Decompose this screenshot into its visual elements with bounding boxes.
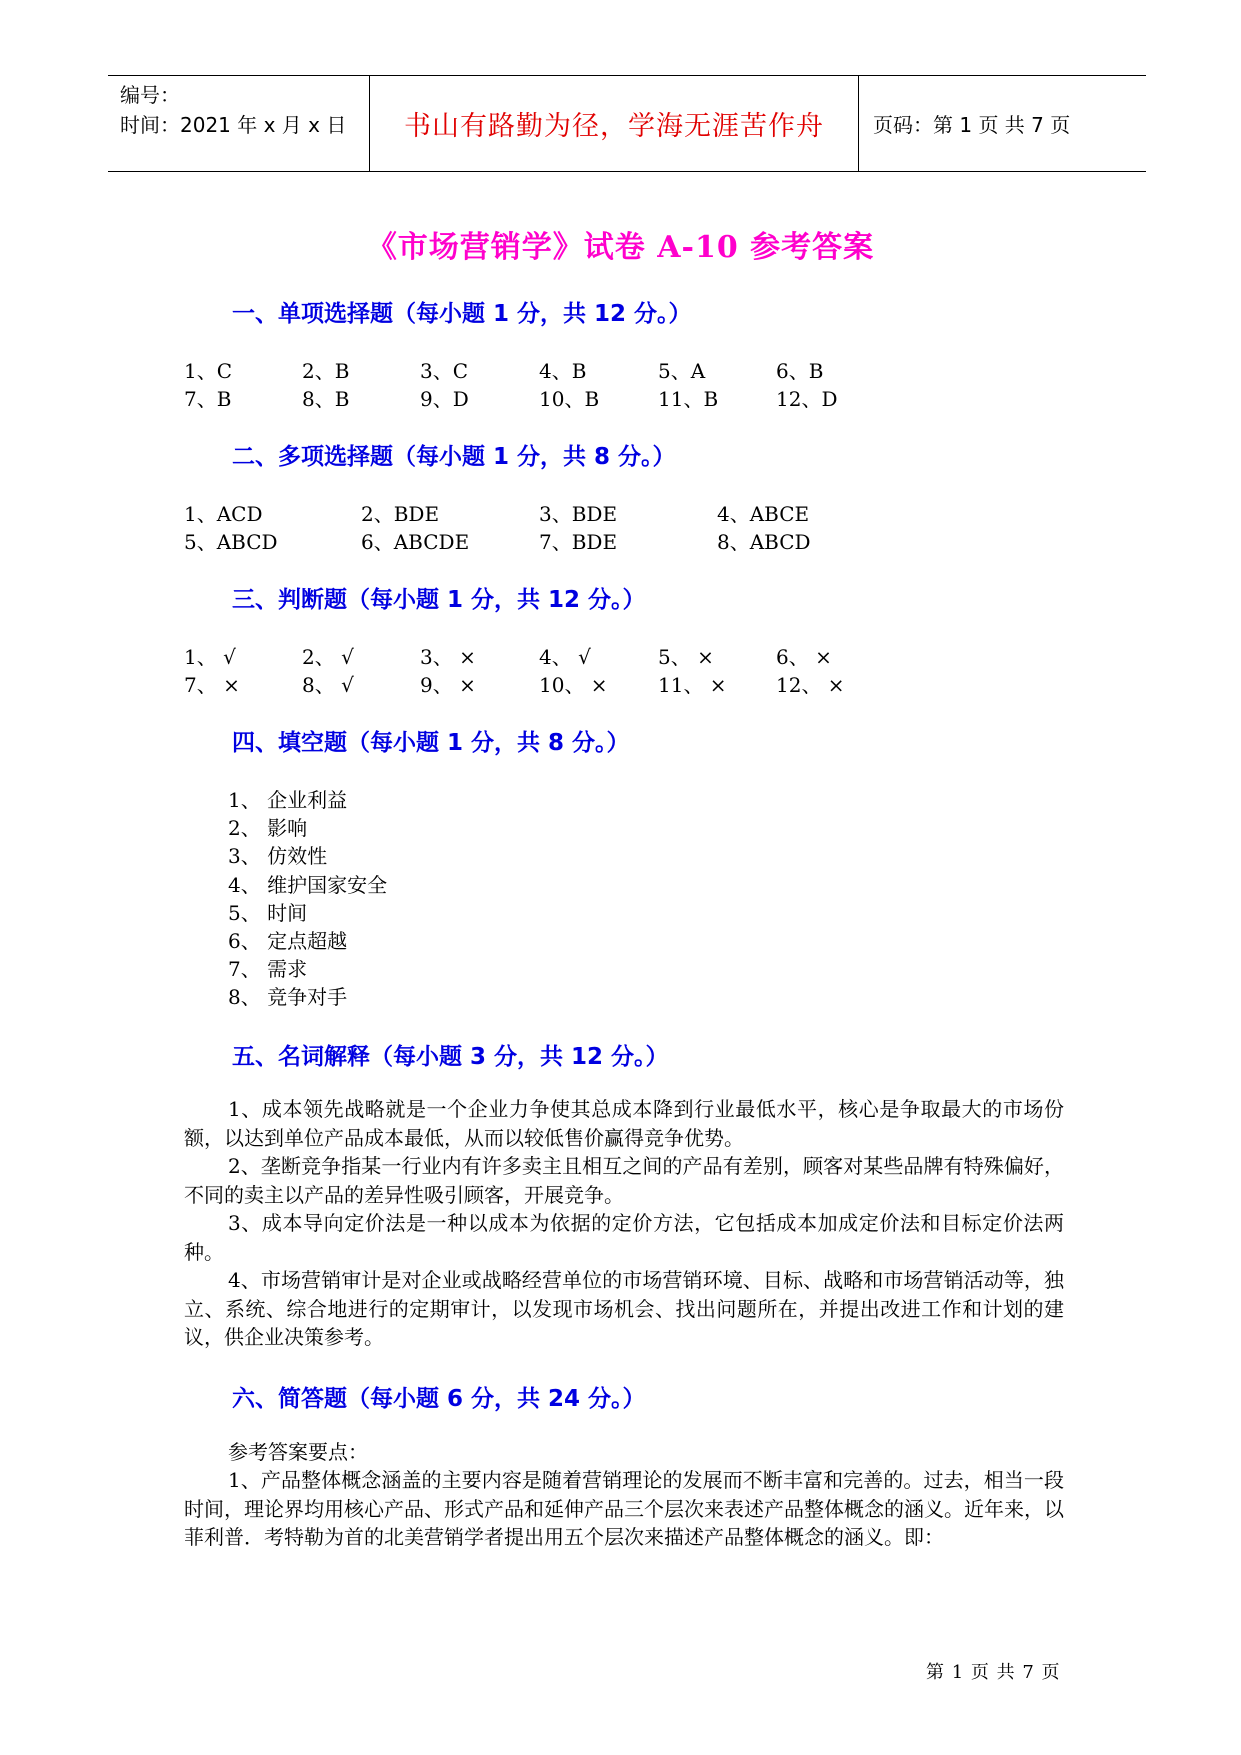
answer-cell: 1、 √: [184, 645, 236, 669]
answer-cell: 10、 ×: [539, 673, 608, 697]
list-item: 6、 定点超越: [228, 929, 348, 953]
answer-row: [0, 383, 1241, 411]
answer-cell: 7、BDE: [539, 530, 618, 554]
section-title-true-false: 三、判断题（每小题 1 分，共 12 分。）: [232, 587, 646, 613]
answer-cell: 8、ABCD: [717, 530, 811, 554]
document-title: 《市场营销学》试卷 A-10 参考答案: [366, 230, 875, 265]
answer-cell: 1、ACD: [184, 502, 263, 526]
answer-cell: 5、ABCD: [184, 530, 278, 554]
answer-cell: 7、 ×: [184, 673, 240, 697]
section-title-multiple-choice: 二、多项选择题（每小题 1 分，共 8 分。）: [232, 444, 676, 470]
list-item: 8、 竞争对手: [228, 985, 348, 1009]
list-item: 5、 时间: [228, 901, 308, 925]
header-motto-cell: [370, 76, 859, 171]
section-title-terms: 五、名词解释（每小题 3 分，共 12 分。）: [232, 1044, 669, 1070]
answer-paragraph: 1、产品整体概念涵盖的主要内容是随着营销理论的发展而不断丰富和完善的。过去，相当一段时间，理论界均用核心产品、形式产品和延伸产品三个层次来表述产品整体概念的涵义。近年来，以菲利普．考特勒为首的北美营销学者提出用五个层次来描述产品整体概念的涵义。即：: [184, 1468, 1064, 1549]
header-page-cell: [859, 76, 1146, 171]
answer-cell: 3、C: [420, 359, 469, 383]
answer-cell: 5、 ×: [658, 645, 714, 669]
list-item: 2、 影响: [228, 816, 308, 840]
answer-cell: 3、BDE: [539, 502, 618, 526]
list-item: 1、 企业利益: [228, 788, 348, 812]
answer-cell: 8、 √: [302, 673, 354, 697]
number-label: 编号：: [120, 83, 180, 107]
answer-cell: 11、B: [658, 387, 719, 411]
date-label: 时间：2021 年 x 月 x 日: [120, 113, 347, 137]
term-paragraph: 3、成本导向定价法是一种以成本为依据的定价方法，它包括成本加成定价法和目标定价法两种。: [184, 1211, 1064, 1264]
answer-cell: 2、BDE: [361, 502, 440, 526]
answer-row: [0, 641, 1241, 669]
answer-row: [0, 498, 1241, 526]
answer-cell: 6、 ×: [776, 645, 832, 669]
document-header: [108, 75, 1146, 172]
term-paragraph: 2、垄断竞争指某一行业内有许多卖主且相互之间的产品有差别，顾客对某些品牌有特殊偏好，不同的卖主以产品的差异性吸引顾客，开展竞争。: [184, 1154, 1064, 1207]
answer-cell: 7、B: [184, 387, 232, 411]
answer-cell: 9、 ×: [420, 673, 476, 697]
answer-cell: 9、D: [420, 387, 469, 411]
answer-cell: 6、ABCDE: [361, 530, 470, 554]
list-item: 7、 需求: [228, 957, 308, 981]
term-paragraph: 4、市场营销审计是对企业或战略经营单位的市场营销环境、目标、战略和市场营销活动等，独立、系统、综合地进行的定期审计，以发现市场机会、找出问题所在，并提出改进工作和计划的建议，供企业决策参考。: [184, 1268, 1064, 1349]
section-title-short-answer: 六、简答题（每小题 6 分，共 24 分。）: [232, 1386, 646, 1412]
answer-cell: 10、B: [539, 387, 600, 411]
answer-row: [0, 526, 1241, 554]
answer-cell: 4、ABCE: [717, 502, 810, 526]
term-paragraph: 1、成本领先战略就是一个企业力争使其总成本降到行业最低水平，核心是争取最大的市场份额，以达到单位产品成本最低，从而以较低售价赢得竞争优势。: [184, 1097, 1064, 1150]
answer-cell: 2、 √: [302, 645, 354, 669]
answer-row: [0, 355, 1241, 383]
answer-row: [0, 669, 1241, 697]
header-meta-cell: [108, 76, 370, 171]
footer-page-number: 第 1 页 共 7 页: [926, 1662, 1061, 1683]
page-info: 页码：第 1 页 共 7 页: [873, 113, 1071, 137]
answer-cell: 12、D: [776, 387, 838, 411]
answer-cell: 3、 ×: [420, 645, 476, 669]
answer-cell: 4、B: [539, 359, 587, 383]
answer-cell: 8、B: [302, 387, 350, 411]
answer-cell: 5、A: [658, 359, 706, 383]
answer-cell: 1、C: [184, 359, 233, 383]
answer-cell: 12、 ×: [776, 673, 845, 697]
section-title-fill-blank: 四、填空题（每小题 1 分，共 8 分。）: [232, 730, 630, 756]
answer-cell: 2、B: [302, 359, 350, 383]
answer-cell: 11、 ×: [658, 673, 727, 697]
list-item: 3、 仿效性: [228, 844, 328, 868]
list-item: 4、 维护国家安全: [228, 873, 388, 897]
answer-intro: 参考答案要点：: [228, 1440, 368, 1464]
motto-text: 书山有路勤为径，学海无涯苦作舟: [404, 111, 824, 142]
section-title-single-choice: 一、单项选择题（每小题 1 分，共 12 分。）: [232, 301, 692, 327]
answer-cell: 6、B: [776, 359, 824, 383]
answer-cell: 4、 √: [539, 645, 591, 669]
